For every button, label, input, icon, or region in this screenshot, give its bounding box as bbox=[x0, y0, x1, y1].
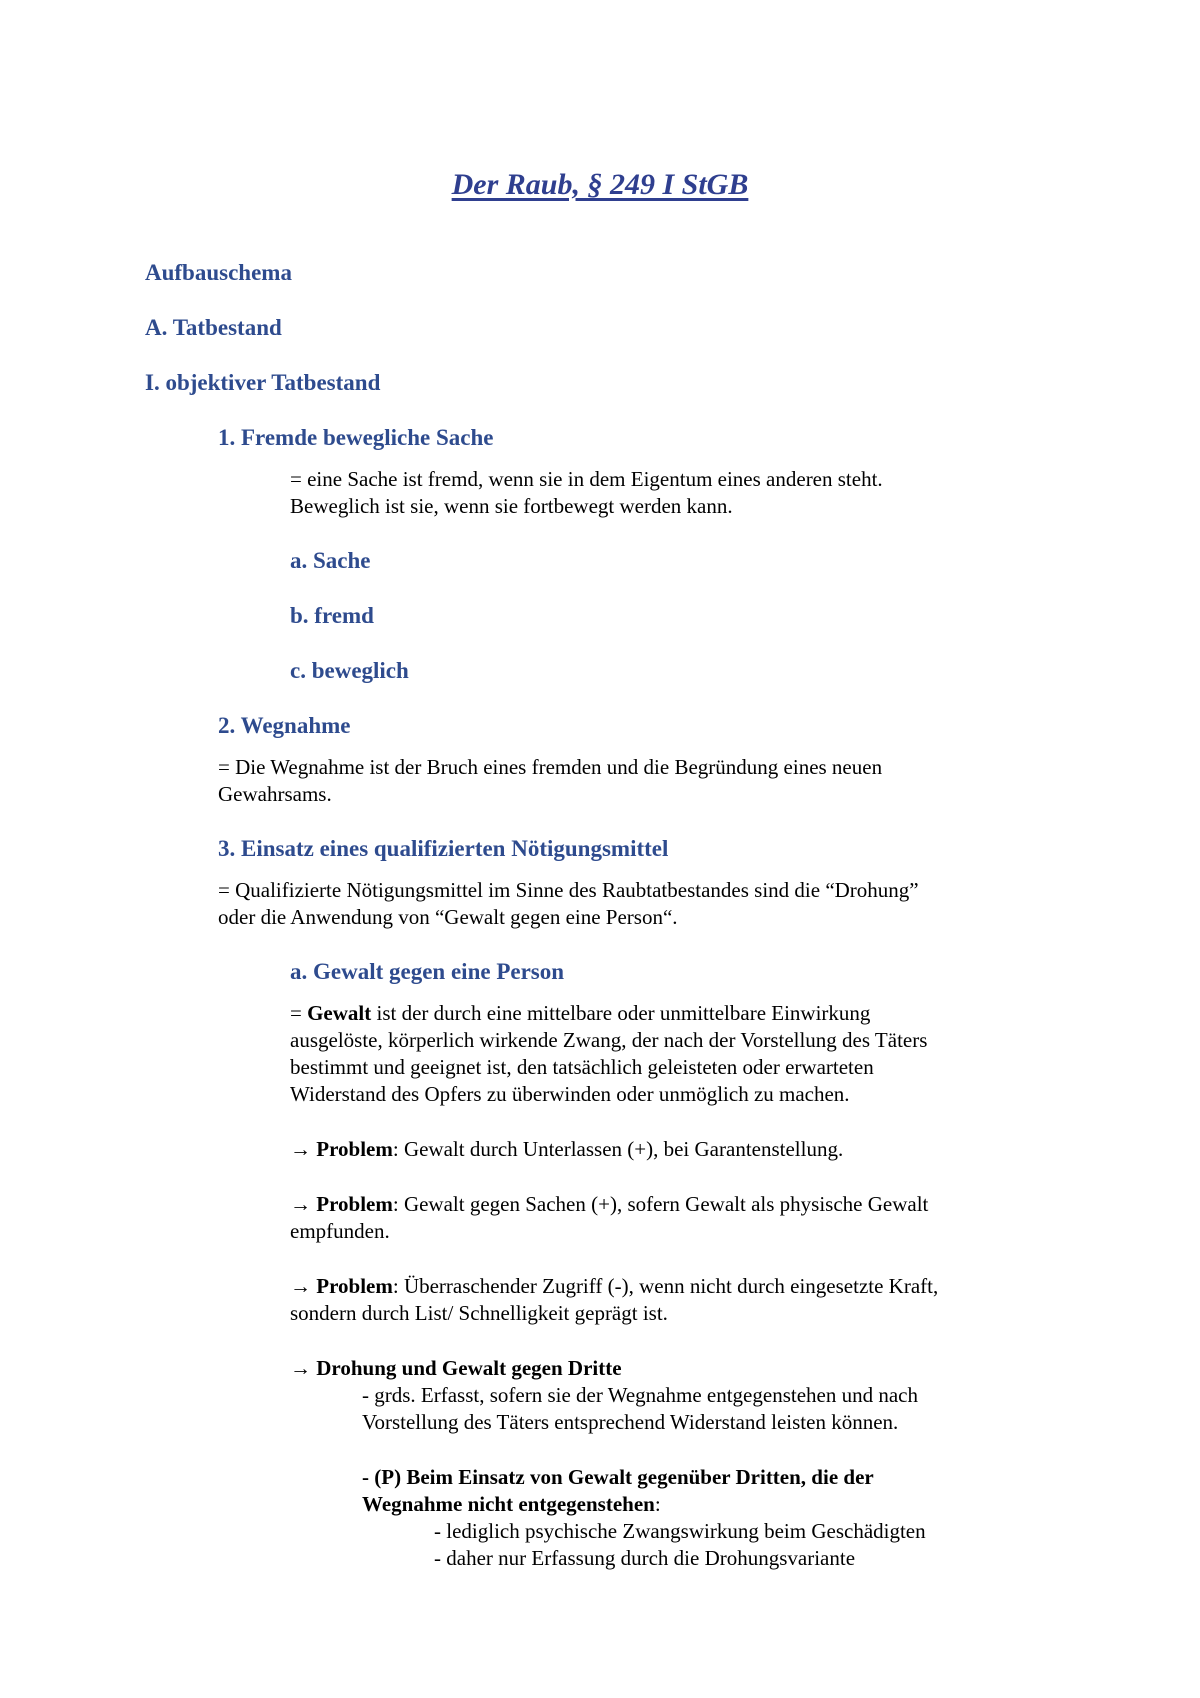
heading-a-tatbestand: A. Tatbestand bbox=[145, 315, 282, 340]
heading-fremd: b. fremd bbox=[290, 603, 374, 628]
problem-text: : Überraschender Zugriff (-), wenn nicht durch eingesetzte Kraft, bbox=[392, 1274, 939, 1298]
arrow-icon: → bbox=[290, 1274, 311, 1298]
heading-aufbauschema: Aufbauschema bbox=[145, 260, 292, 285]
problem-label: Problem bbox=[316, 1137, 393, 1161]
paragraph-line: oder die Anwendung von “Gewalt gegen eine Person“. bbox=[218, 905, 678, 929]
paragraph-line: Vorstellung des Täters entsprechend Widerstand leisten können. bbox=[362, 1410, 899, 1434]
paragraph-line: - grds. Erfasst, sofern sie der Wegnahme entgegenstehen und nach bbox=[362, 1383, 918, 1407]
definition-term: Gewalt bbox=[307, 1001, 372, 1025]
heading-noetigungsmittel: 3. Einsatz eines qualifizierten Nötigungsmittel bbox=[218, 836, 669, 861]
dritte-problem-text: Wegnahme nicht entgegenstehen bbox=[362, 1492, 655, 1516]
paragraph-line: empfunden. bbox=[290, 1219, 390, 1243]
paragraph-line: sondern durch List/ Schnelligkeit geprägt ist. bbox=[290, 1301, 668, 1325]
problem-2 bbox=[290, 1191, 928, 1218]
paragraph-line: = Die Wegnahme ist der Bruch eines fremden und die Begründung eines neuen bbox=[218, 755, 883, 779]
heading-sache: a. Sache bbox=[290, 548, 371, 573]
paragraph-line: = Qualifizierte Nötigungsmittel im Sinne des Raubtatbestandes sind die “Drohung” bbox=[218, 878, 919, 902]
paragraph-line: Beweglich ist sie, wenn sie fortbewegt werden kann. bbox=[290, 494, 733, 518]
dritte-problem-text: (P) Beim Einsatz von Gewalt gegenüber Dritten, die der bbox=[374, 1465, 874, 1489]
paragraph-line: Widerstand des Opfers zu überwinden oder unmöglich zu machen. bbox=[290, 1082, 850, 1106]
dritte-heading-text: Drohung und Gewalt gegen Dritte bbox=[316, 1356, 622, 1380]
arrow-icon: → bbox=[290, 1192, 311, 1216]
arrow-icon: → bbox=[290, 1137, 311, 1161]
heading-gewalt-gegen-person: a. Gewalt gegen eine Person bbox=[290, 959, 565, 984]
heading-fremde-bewegliche-sache: 1. Fremde bewegliche Sache bbox=[218, 425, 494, 450]
paragraph-line: Gewahrsams. bbox=[218, 782, 332, 806]
colon: : bbox=[654, 1492, 661, 1516]
problem-3 bbox=[290, 1273, 938, 1300]
problem-label: Problem bbox=[316, 1274, 393, 1298]
definition-prefix: = bbox=[290, 1001, 308, 1025]
problem-label: Problem bbox=[316, 1192, 393, 1216]
problem-text: : Gewalt durch Unterlassen (+), bei Garantenstellung. bbox=[392, 1137, 844, 1161]
paragraph-line: bestimmt und geeignet ist, den tatsächlich geleisteten oder erwarteten bbox=[290, 1055, 874, 1079]
problem-text: : Gewalt gegen Sachen (+), sofern Gewalt als physische Gewalt bbox=[392, 1192, 929, 1216]
sub-point: - daher nur Erfassung durch die Drohungsvariante bbox=[434, 1546, 856, 1570]
heading-objektiver-tatbestand: I. objektiver Tatbestand bbox=[145, 370, 381, 395]
paragraph-line: = eine Sache ist fremd, wenn sie in dem Eigentum eines anderen steht. bbox=[290, 467, 883, 491]
arrow-icon: → bbox=[290, 1356, 311, 1380]
sub-point: - lediglich psychische Zwangswirkung beim Geschädigten bbox=[434, 1519, 926, 1543]
problem-1 bbox=[290, 1136, 843, 1163]
heading-wegnahme: 2. Wegnahme bbox=[218, 713, 351, 738]
dritte-heading bbox=[290, 1355, 622, 1382]
page-title: Der Raub, § 249 I StGB bbox=[451, 168, 749, 201]
dritte-problem-line1 bbox=[362, 1464, 874, 1491]
heading-beweglich: c. beweglich bbox=[290, 658, 409, 683]
paragraph-line: ausgelöste, körperlich wirkende Zwang, der nach der Vorstellung des Täters bbox=[290, 1028, 928, 1052]
dash: - bbox=[362, 1465, 375, 1489]
definition-line bbox=[290, 1000, 870, 1027]
definition-rest: ist der durch eine mittelbare oder unmittelbare Einwirkung bbox=[371, 1001, 871, 1025]
dritte-problem-line2 bbox=[362, 1491, 661, 1518]
